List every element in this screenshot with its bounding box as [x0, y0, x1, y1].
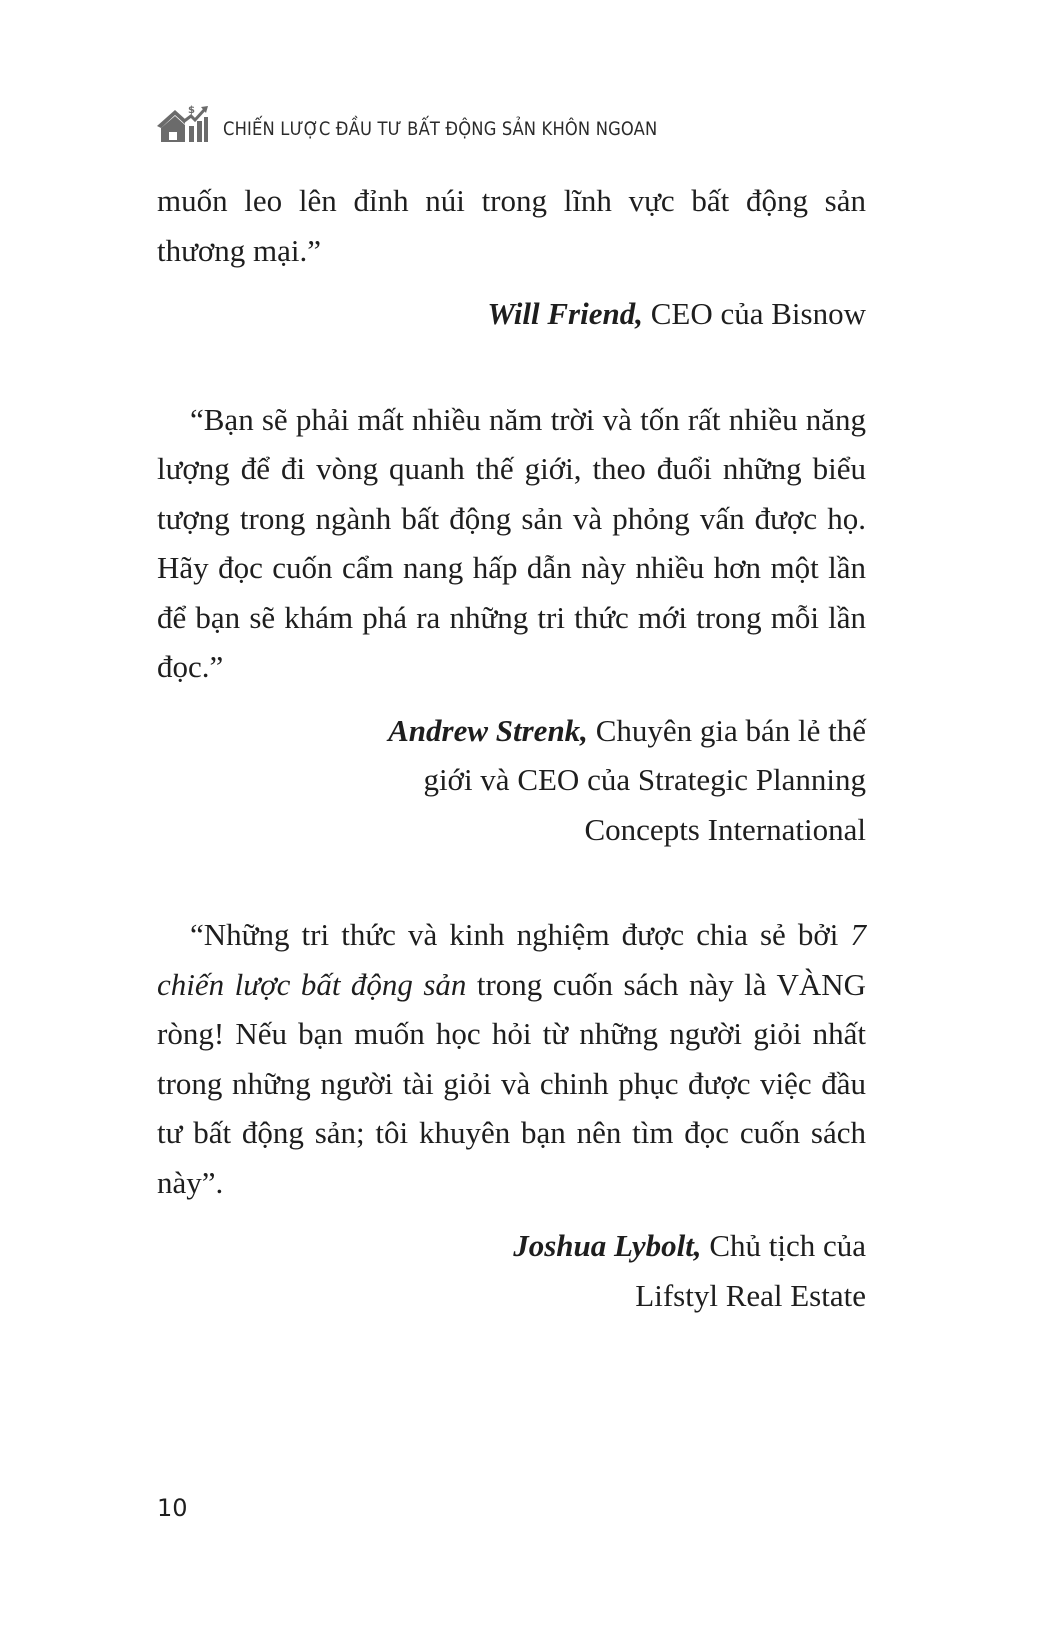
quote-text-part: trong cuốn sách này là VÀNG ròng! Nếu bạn muốn học hỏi từ những người giỏi nhất trong những người tài giỏi và chinh phục được việc đầu tư bất động sản; tôi khuyên bạn nên tìm đọc cuốn sách này”.: [157, 966, 866, 1200]
house-chart-dollar-icon: [155, 104, 209, 144]
quote-attribution: [157, 289, 866, 339]
book-title: CHIẾN LƯỢC ĐẦU TƯ BẤT ĐỘNG SẢN KHÔN NGOAN: [223, 118, 658, 140]
page-body: [157, 176, 866, 1320]
quote-text: muốn leo lên đỉnh núi trong lĩnh vực bất động sản thương mại.”: [157, 183, 866, 268]
quote-text: [157, 910, 866, 1207]
author-title: giới và CEO của Strategic Planning: [423, 762, 866, 797]
author-name: Andrew Strenk,: [388, 712, 588, 748]
author-name: Joshua Lybolt,: [513, 1228, 702, 1263]
running-header: [155, 104, 728, 144]
quote-text: “Bạn sẽ phải mất nhiều năm trời và tốn rất nhiều năng lượng để đi vòng quanh thế giới, theo đuổi những biểu tượng trong ngành bất động sản và phỏng vấn được họ. Hãy đọc cuốn cẩm nang hấp dẫn này nhiều hơn một lần để bạn sẽ khám phá ra những tri thức mới trong mỗi lần đọc.”: [157, 401, 866, 684]
page-number: 10: [157, 1494, 188, 1522]
author-title: Lifstyl Real Estate: [635, 1277, 866, 1313]
quote-attribution: [157, 1221, 866, 1320]
author-name: Will Friend,: [487, 296, 643, 331]
author-title: Chủ tịch của: [701, 1228, 866, 1263]
author-title: Chuyên gia bán lẻ thế: [587, 712, 866, 748]
book-reference: 7 chiến lược bất động sản: [157, 917, 866, 1002]
quote-attribution: [157, 706, 866, 855]
author-title: Concepts International: [584, 811, 866, 847]
quote-text-part: “Những tri thức và kinh nghiệm được chia sẻ bởi: [190, 917, 851, 952]
svg-text:$: $: [188, 105, 195, 116]
author-title: CEO của Bisnow: [642, 296, 866, 331]
